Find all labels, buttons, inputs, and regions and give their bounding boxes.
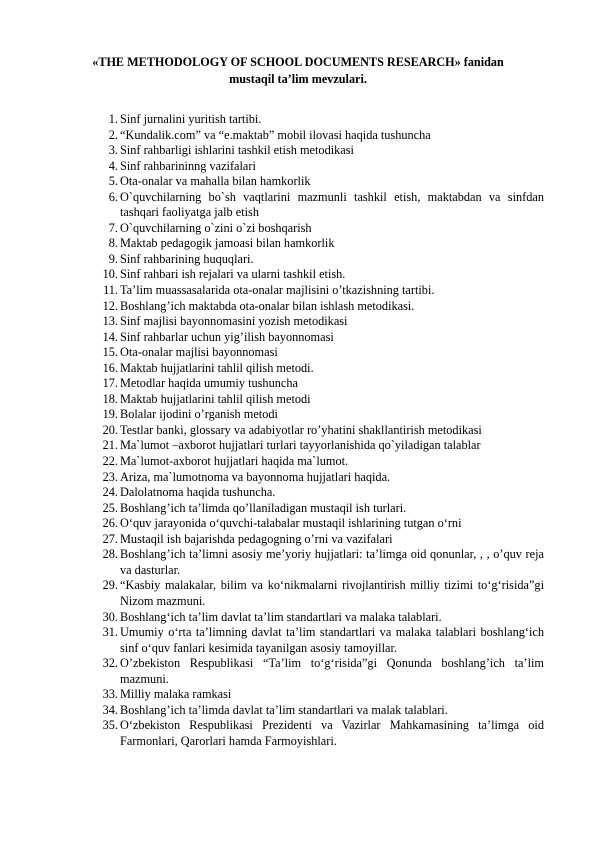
list-item: [98, 267, 544, 283]
list-item: [98, 532, 544, 548]
list-item-text: O`quvchilarning bo`sh vaqtlarini mazmunli tashkil etish, maktabdan va sinfdan tashqari faoliyatga jalb etish: [120, 189, 544, 220]
list-item-text: Sinf jurnalini yuritish tartibi.: [120, 112, 262, 126]
list-item-text: Sinf rahbarining huquqlari.: [120, 251, 254, 266]
list-item-number: 34.: [102, 702, 118, 717]
list-item-text: “Kasbiy malakalar, bilim va ko‘nikmalarni rivojlantirish milliy tizimi to‘g‘risida”gi Nizom mazmuni.: [120, 578, 544, 608]
list-item-number: 31.: [102, 625, 118, 640]
list-item-number: 22.: [102, 454, 118, 469]
list-item: [98, 703, 544, 719]
list-item-text: Boshlang’ich ta’limda davlat ta’lim standartlari va malak talablari.: [120, 702, 448, 717]
list-item-number: 14.: [102, 329, 118, 344]
list-item: [98, 330, 544, 346]
list-item-number: 18.: [102, 391, 118, 406]
list-item-number: 7.: [108, 220, 118, 235]
list-item: [98, 407, 544, 423]
list-item-text: Boshlang’ich ta’limda qo’llaniladigan mustaqil ish turlari.: [120, 500, 407, 515]
list-item-text: Sinf rahbari ish rejalari va ularni tashkil etish.: [120, 267, 346, 282]
list-item-text: Ta’lim muassasalarida ota-onalar majlisini o’tkazishning tartibi.: [120, 283, 435, 298]
title-line-2: mustaqil ta’lim mevzulari.: [229, 72, 367, 86]
list-item-number: 26.: [102, 516, 118, 531]
list-item-text: Boshlang’ich maktabda ota-onalar bilan ishlash metodikasi.: [120, 298, 415, 313]
title-line-1: «THE METHODOLOGY OF SCHOOL DOCUMENTS RESEARCH» fanidan: [92, 55, 504, 69]
list-item-text: Ota-onalar va mahalla bilan hamkorlik: [120, 174, 311, 189]
list-item-number: 3.: [108, 143, 118, 158]
list-item-number: 2.: [108, 127, 118, 142]
list-item-number: 30.: [102, 609, 118, 624]
list-item: [98, 221, 544, 237]
list-item-text: Maktab hujjatlarini tahlil qilish metodi.: [120, 360, 314, 375]
list-item-number: 6.: [108, 189, 118, 204]
list-item-number: 12.: [102, 298, 118, 313]
list-item: [98, 174, 544, 190]
list-item-text: Ma`lumot –axborot hujjatlari turlari tayyorlanishida qo`yiladigan talablar: [120, 438, 481, 453]
list-item: [98, 547, 544, 578]
list-item-number: 25.: [102, 500, 118, 515]
list-item-text: Sinf rahbarligi ishlarini tashkil etish metodikasi: [120, 143, 354, 158]
list-item-text: Ma`lumot-axborot hujjatlari haqida ma`lumot.: [120, 454, 349, 469]
list-item: [98, 236, 544, 252]
list-item-number: 8.: [108, 236, 118, 251]
list-item-number: 9.: [108, 251, 118, 266]
list-item-text: O‘zbekiston Respublikasi Prezidenti va Vazirlar Mahkamasining ta’limga oid Farmonlari, Qarorlari hamda Farmoyishlari.: [120, 718, 544, 748]
list-item: [98, 438, 544, 454]
list-item-text: Maktab pedagogik jamoasi bilan hamkorlik: [120, 236, 335, 251]
list-item-number: 5.: [108, 174, 118, 189]
list-item-number: 11.: [103, 283, 118, 298]
list-item-text: O`quvchilarning o`zini o`zi boshqarish: [120, 220, 312, 235]
list-item: [98, 314, 544, 330]
list-item: [98, 252, 544, 268]
list-item: [98, 299, 544, 315]
list-item: [98, 190, 544, 221]
list-item: [98, 283, 544, 299]
list-item-number: 17.: [102, 376, 118, 391]
list-item-number: 27.: [102, 531, 118, 546]
list-item: [98, 143, 544, 159]
list-item: [98, 470, 544, 486]
list-item-number: 33.: [102, 687, 118, 702]
list-item-text: Sinf rahbarlar uchun yig’ilish bayonnomasi: [120, 329, 334, 344]
list-item-text: Mustaqil ish bajarishda pedagogning o’rni va vazifalari: [120, 531, 393, 546]
list-item-text: Umumiy o‘rta ta’limning davlat ta’lim standartlari va malaka talablari boshlang‘ich sinf o‘quv fanlari kesimida tayanilgan asosiy tamoyillar.: [120, 625, 544, 655]
list-item-number: 32.: [102, 656, 118, 671]
list-item: [98, 361, 544, 377]
list-item: [98, 625, 544, 656]
list-item-text: “Kundalik.com” va “e.maktab” mobil ilovasi haqida tushuncha: [120, 127, 431, 142]
list-item: [98, 112, 544, 128]
list-item: [98, 376, 544, 392]
list-item-number: 24.: [102, 485, 118, 500]
list-item: [98, 656, 544, 687]
list-item: [98, 501, 544, 517]
list-item-text: Boshlang’ich ta’limni asosiy me’yoriy hujjatlari: ta’limga oid qonunlar, , , o’quv reja va dasturlar.: [120, 547, 544, 577]
list-item: [98, 345, 544, 361]
list-item: [98, 423, 544, 439]
list-item-text: Sinf majlisi bayonnomasini yozish metodikasi: [120, 314, 348, 329]
list-item-number: 28.: [102, 547, 118, 562]
list-item-number: 20.: [102, 422, 118, 437]
list-item-number: 29.: [102, 578, 118, 593]
page-title: [60, 54, 536, 88]
list-item-text: O’zbekiston Respublikasi “Ta’lim to‘g‘risida”gi Qonunda boshlang’ich ta’lim mazmuni.: [120, 656, 544, 686]
list-item: [98, 687, 544, 703]
list-item-text: Testlar banki, glossary va adabiyotlar ro’yhatini shakllantirish metodikasi: [120, 422, 482, 437]
list-item: [98, 392, 544, 408]
list-item-text: Ariza, ma`lumotnoma va bayonnoma hujjatlari haqida.: [120, 469, 391, 484]
list-item-text: Bolalar ijodini o’rganish metodi: [120, 407, 278, 422]
list-item-number: 19.: [102, 407, 118, 422]
list-item-text: Milliy malaka ramkasi: [120, 687, 232, 702]
list-item-text: O‘quv jarayonida o‘quvchi-talabalar mustaqil ishlarining tutgan o‘rni: [120, 516, 462, 531]
list-item-text: Dalolatnoma haqida tushuncha.: [120, 485, 276, 500]
list-item: [98, 718, 544, 749]
list-item-number: 35.: [102, 718, 118, 733]
list-item: [98, 610, 544, 626]
list-item-text: Maktab hujjatlarini tahlil qilish metodi: [120, 391, 311, 406]
list-item-text: Boshlang‘ich ta’lim davlat ta’lim standartlari va malaka talablari.: [120, 609, 442, 624]
list-item-number: 21.: [102, 438, 118, 453]
list-item: [98, 159, 544, 175]
list-item-text: Sinf rahbarininng vazifalari: [120, 158, 256, 173]
list-item-number: 1.: [108, 112, 118, 126]
list-item-number: 4.: [108, 158, 118, 173]
list-item-number: 13.: [102, 314, 118, 329]
topic-list: [98, 112, 544, 749]
list-item: [98, 485, 544, 501]
list-item: [98, 516, 544, 532]
list-item: [98, 578, 544, 609]
list-item-number: 10.: [102, 267, 118, 282]
list-item-number: 23.: [102, 469, 118, 484]
list-item: [98, 128, 544, 144]
list-item: [98, 454, 544, 470]
list-item-number: 15.: [102, 345, 118, 360]
list-item-text: Ota-onalar majlisi bayonnomasi: [120, 345, 278, 360]
list-item-number: 16.: [102, 360, 118, 375]
list-item-text: Metodlar haqida umumiy tushuncha: [120, 376, 298, 391]
